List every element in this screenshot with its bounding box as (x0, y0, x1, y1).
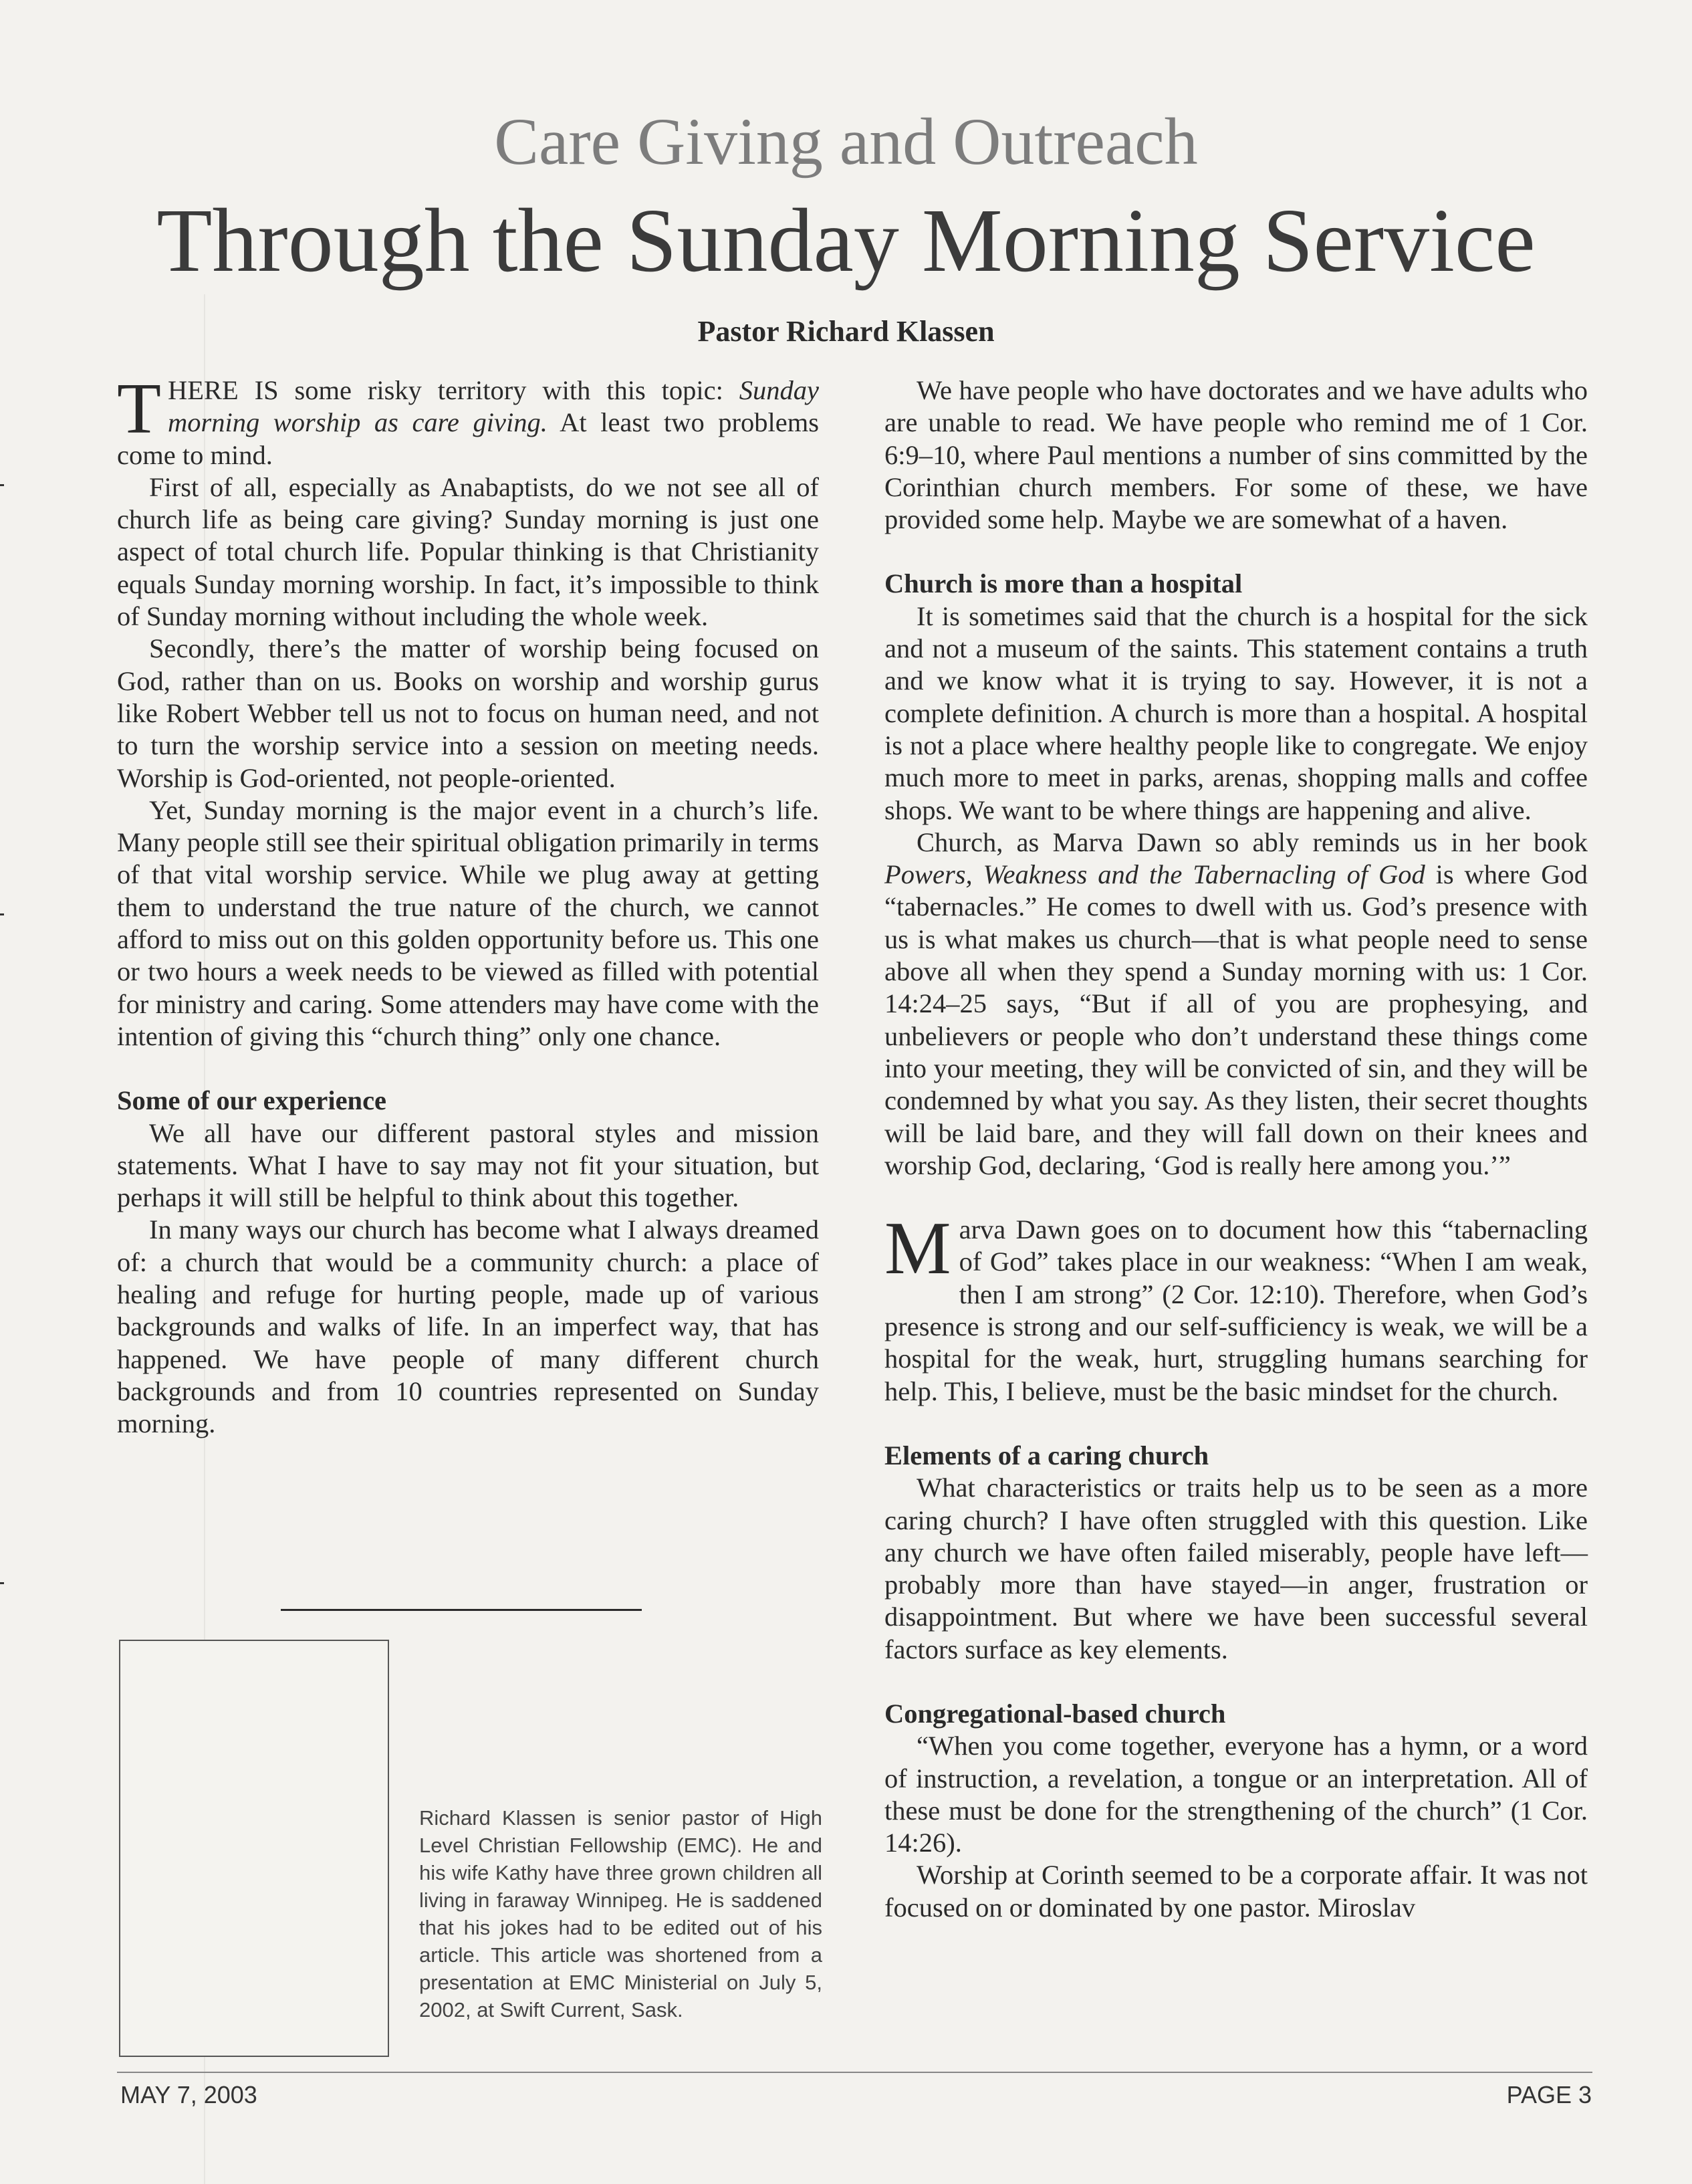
author-photo-placeholder (119, 1640, 389, 2057)
paragraph: We all have our different pastoral styles and mission statements. What I have to say may not fit your situation, but perhaps it will still be helpful to think about this together. (117, 1117, 819, 1213)
paragraph: It is sometimes said that the church is a hospital for the sick and not a museum of the saints. This statement contains a truth and we know what it is trying to say. However, it is not a complete definition. A church is more than a hospital. A hospital is not a place where healthy people like to congregate. We enjoy much more to meet in parks, arenas, shopping malls and coffee shops. We want to be where things are happening and alive. (884, 600, 1588, 825)
paragraph: First of all, especially as Anabaptists, do we not see all of church life as being care giving? Sunday morning is just one aspect of total church life. Popular thinking is that Christianity equals Sunday morning worship. In fact, it’s impossible to think of Sunday morning without including the whole week. (117, 471, 819, 632)
scan-edge-mark (0, 913, 4, 915)
drop-cap-m: M (884, 1207, 951, 1291)
paragraph: Yet, Sunday morning is the major event in a church’s life. Many people still see their spiritual obligation primarily in terms of that vital worship service. While we plug away at getting them to understand the true nature of the church, we cannot afford to miss out on this golden opportunity before us. This one or two hours a week needs to be viewed as filled with potential for ministry and caring. Some attenders may have come with the intention of giving this “church thing” only one chance. (117, 794, 819, 1051)
opening-paragraph: THERE IS some risky territory with this topic: Sunday morning worship as care giving. At least two problems come to mind. (117, 369, 819, 470)
opening-caps: HERE IS (167, 375, 279, 405)
paragraph: “When you come together, everyone has a hymn, or a word of instruction, a revelation, a tongue or an interpretation. All of these must be done for the strengthening of the church” (1 Cor. 14:26). (884, 1731, 1588, 1858)
book-title: Powers, Weakness and the Tabernacling of God (884, 859, 1425, 890)
subheading-elements: Elements of a caring church (884, 1440, 1209, 1470)
article-byline: Pastor Richard Klassen (697, 315, 995, 348)
article-title: Through the Sunday Morning Service (156, 191, 1536, 291)
subheading-hospital: Church is more than a hospital (884, 568, 1243, 599)
paragraph: Secondly, there’s the matter of worship being focused on God, rather than on us. Books on worship and worship gurus like Robert Webber tell us not to focus on human need, and not to turn the worship service into a session on meeting needs. Worship is God-oriented, not people-oriented. (117, 633, 819, 793)
topic-italic: Sunday morning worship as care giving. (167, 375, 819, 438)
footer-date: MAY 7, 2003 (120, 2081, 257, 2108)
paragraph: We have people who have doctorates and we have adults who are unable to read. We have people who remind me of 1 Cor. 6:9–10, where Paul mentions a number of sins committed by the Corinthian church members. For some of these, we have provided some help. Maybe we are somewhat of a haven. (884, 375, 1588, 535)
scan-edge-mark (0, 484, 4, 486)
author-bio: Richard Klassen is senior pastor of High Level Christian Fellowship (EMC). He and his wife Kathy have three grown children all living in faraway Winnipeg. He is saddened that his jokes had to be edited out of his article. This article was shortened from a presentation at EMC Ministerial on July 5, 2002, at Swift Current, Sask. (419, 1806, 822, 2022)
right-column (884, 374, 1588, 1924)
paragraph: Marva Dawn goes on to document how this “tabernacling of God” takes place in our weakness: “When I am weak, then I am strong” (2 Cor. 12:10). Therefore, when God’s presence is strong and our self-sufficiency is weak, we will be a hospital for the weak, hurt, struggling humans searching for help. This, I believe, must be the basic mindset for the church. (884, 1207, 1588, 1406)
scan-edge-mark (0, 1582, 4, 1584)
footer-page-number: PAGE 3 (1506, 2081, 1592, 2108)
divider-rule (281, 1609, 642, 1611)
left-column (117, 369, 819, 1440)
subheading-experience: Some of our experience (117, 1085, 387, 1116)
paragraph: What characteristics or traits help us to be seen as a more caring church? I have often struggled with this question. Like any church we have often failed miserably, people have left—probably more than have stayed—in anger, frustration or disappointment. But where we have been successful several factors surface as key elements. (884, 1472, 1588, 1664)
paragraph: Worship at Corinth seemed to be a corporate affair. It was not focused on or dominated by one pastor. Miroslav (884, 1860, 1588, 1923)
subheading-congregational: Congregational-based church (884, 1698, 1226, 1729)
footer-rule (117, 2072, 1592, 2073)
paragraph: In many ways our church has become what I always dreamed of: a church that would be a community church: a place of healing and refuge for hurting people, made up of various backgrounds and walks of life. In an imperfect way, that has happened. We have people of many different church backgrounds and from 10 countries represented on Sunday morning. (117, 1214, 819, 1439)
paragraph: Church, as Marva Dawn so ably reminds us in her book Powers, Weakness and the Tabernacling of God is where God “tabernacles.” He comes to dwell with us. God’s presence with us is what makes us church—that is what people need to sense above all when they spend a Sunday morning with us: 1 Cor. 14:24–25 says, “But if all of you are prophesying, and unbelievers or people who don’t understand these things come into your meeting, they will be convicted of sin, and they will be condemned by what you say. As they listen, their secret thoughts will be laid bare, and they will fall down on their knees and worship God, declaring, ‘God is really here among you.’” (884, 827, 1588, 1180)
drop-cap-t: T (117, 369, 161, 449)
article-kicker: Care Giving and Outreach (494, 104, 1198, 179)
